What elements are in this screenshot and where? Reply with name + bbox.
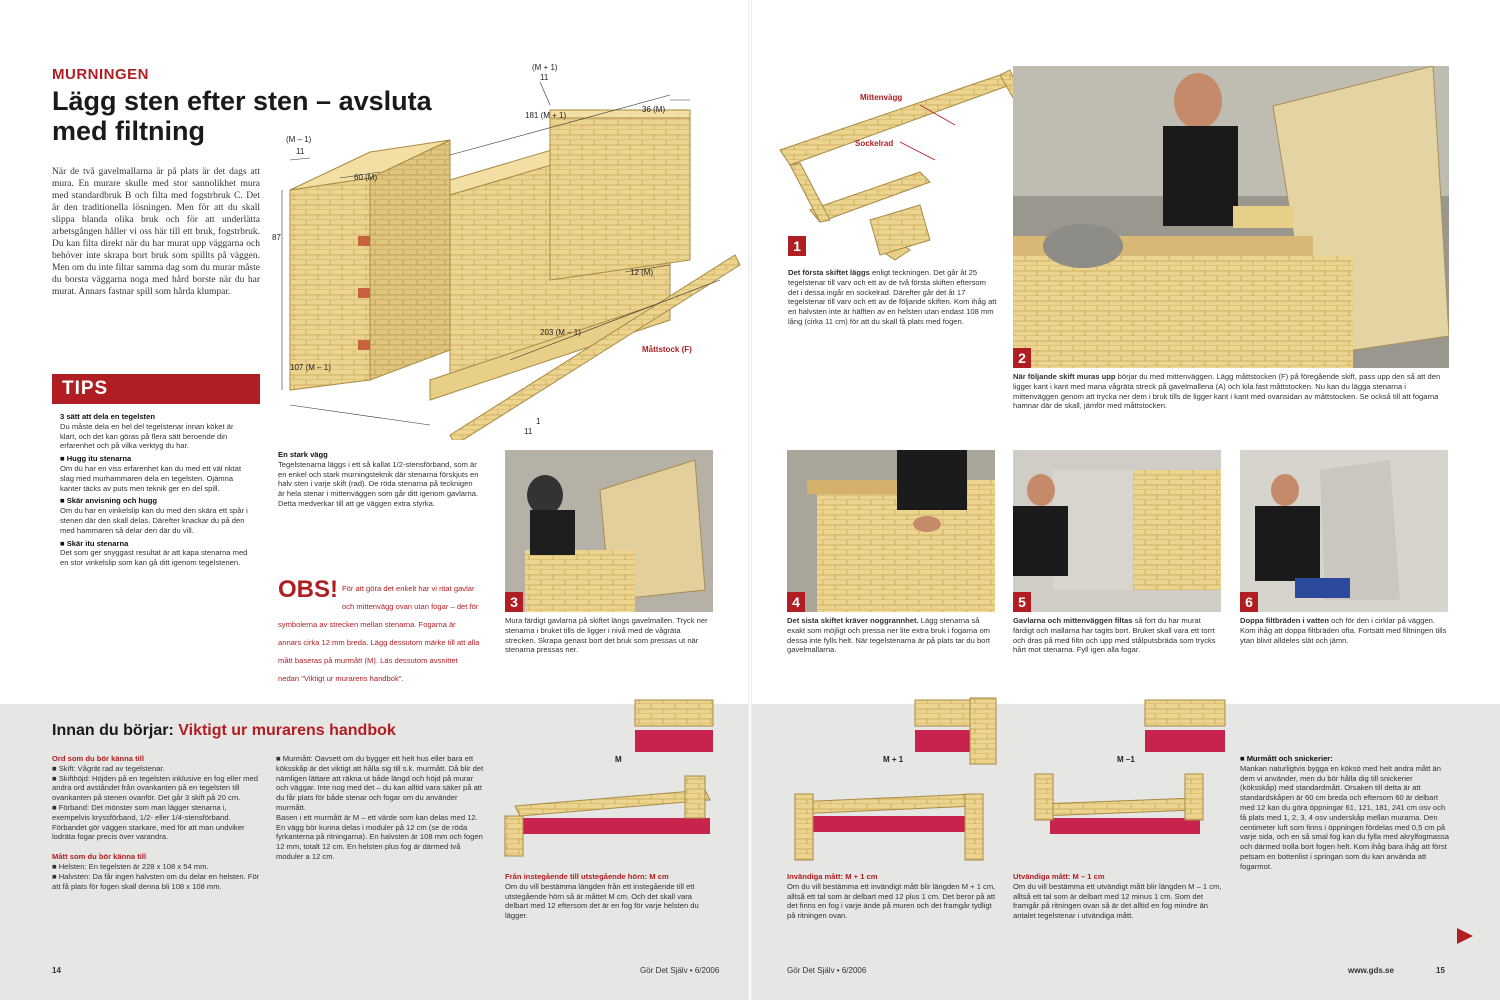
col4-body: Om du vill bestämma ett invändigt mått blir längden M + 1 cm, alltså ett tal som är delbart med 12 plus 1 cm. Det beror på att det finns en fog i varje ände på muren och det framgår tydligt på ritningen ovan. bbox=[787, 881, 996, 921]
spine-gutter bbox=[748, 0, 752, 1000]
photo-6-scene bbox=[1240, 450, 1448, 612]
col1-head-2: Mått som du bör känna till bbox=[52, 852, 147, 862]
first-course-plan bbox=[770, 60, 1020, 270]
dim-label: 107 (M – 1) bbox=[290, 363, 331, 372]
title-line-1: Lägg sten efter sten – avsluta bbox=[52, 86, 432, 116]
col3-head: Från instegående till utstegående hörn: M cm bbox=[505, 872, 669, 881]
caption-1 bbox=[788, 268, 998, 327]
photo-step-2 bbox=[1013, 66, 1449, 368]
page-number-right: 15 bbox=[1436, 966, 1445, 975]
photo-4-scene bbox=[787, 450, 995, 612]
footer-left: Gör Det Själv • 6/2006 bbox=[640, 966, 720, 975]
caption-1-head: Det första skiftet läggs bbox=[788, 268, 870, 277]
strong-wall-head: En stark vägg bbox=[278, 450, 328, 459]
caption-2-head: När följande skift muras upp bbox=[1013, 372, 1116, 381]
red-brick bbox=[358, 288, 370, 298]
caption-1-text: enligt teckningen. Det går åt 25 tegelstenar till varv och ett av de två första skiften eftersom det i dessa ingår en sockelrad. Därefter går det åt 17 tegelstenar till varv och ett av de följande skiften. Kom ihåg att en halvsten inte är hälften av en helsten utan endast 108 mm lång (cirka 11 cm) för att du skall få plats med fogen. bbox=[788, 268, 997, 326]
col1-item: ■ Skift: Vågrät rad av tegelstenar. bbox=[52, 763, 165, 773]
page-number-left: 14 bbox=[52, 966, 61, 975]
photo-step-4 bbox=[787, 450, 995, 612]
tip-body: Om du har en vinkelslip kan du med den skära ett spår i stenen där den skall delas. Därefter knackar du på den med hammaren så delar den där du vill. bbox=[60, 506, 248, 535]
title-line-2: med filtning bbox=[52, 116, 205, 146]
col1-item: ■ Förband: Det mönster som man lägger stenarna i, exempelvis kryssförband, 1/2- eller 1/4-stensförband. Förbandet gör väggen starkare, med för att man undviker lodräta fogar precis över varandra. bbox=[52, 802, 245, 842]
tips-box bbox=[52, 374, 260, 568]
red-brick bbox=[358, 236, 370, 246]
wall-illustration bbox=[270, 60, 750, 440]
dim-m-plus: M + 1 bbox=[883, 755, 904, 764]
dim-label: 87 bbox=[272, 233, 281, 242]
col4-head: Invändiga mått: M + 1 cm bbox=[787, 872, 878, 881]
handbook-col-1 bbox=[52, 754, 264, 891]
photo-step-5 bbox=[1013, 450, 1221, 612]
obs-body: För att göra det enkelt har vi ritat gavlar och mittenvägg ovan utan fogar – det för symbolerna av strecken mellan stenarna. Fogarna är annars cirka 12 mm breda. Lägg dessutom märke till att alla mått baseras på murmått (M). Läs dessutom avsnittet nedan "Viktigt ur murarens handbok". bbox=[278, 584, 480, 683]
handbook-col-3 bbox=[505, 872, 715, 921]
caption-4-head: Det sista skiftet kräver noggrannhet. bbox=[787, 616, 919, 625]
dim-label: 36 (M) bbox=[642, 105, 666, 114]
col1-head: Ord som du bör känna till bbox=[52, 754, 144, 763]
handbook-title bbox=[52, 722, 396, 740]
dim-label: 11 bbox=[524, 427, 533, 436]
tip-item bbox=[60, 496, 252, 535]
strong-wall-body: Tegelstenarna läggs i ett så kallat 1/2-stensförband, som är en enkel och stark murningsteknik där stenarna förskjuts en halv sten i varje skift (rad). De röda stenarna på tecknigen är hela stenar i mittenväggen som går ditt igenom gavlarna. Detta medverkar till att ge väggen extra styrka. bbox=[278, 459, 479, 508]
col2-item: ■ Murmått: Oavsett om du bygger ett helt hus eller bara ett köksskåp är det viktigt att hålla sig till s.k. murmått. Då blir det nämligen lättare att räkna ut både längd och höjd på murar och väggar. Inte nog med det – du kan alltid vara säker på att du får plats för både stenar och fogar om du använder murmått. bbox=[276, 754, 484, 812]
tip-item bbox=[60, 539, 252, 568]
dim-label: 12 (M) bbox=[630, 268, 654, 277]
caption-2-text: börjar du med mittenväggen. Lägg måttstocken (F) på föregående skift, pass upp den så att den ligger kant i kant med mana vågräta streck på gavelmallena (A) och kila fast måttstocken. Nu kan du lägga stenarna i mittenväggen genom att trycka ner dem i bruk tills de ligger kant i kant med ovansidan av måttstocken. Se också till att fogarna hamnar där de skall, jämför med måttstocken. bbox=[1013, 372, 1441, 411]
dim-m-minus: M –1 bbox=[1117, 755, 1135, 764]
mattstock-label: Måttstock (F) bbox=[642, 345, 692, 354]
dim-label: (M – 1) bbox=[286, 135, 312, 144]
website[interactable]: www.gds.se bbox=[1348, 966, 1394, 975]
tips-list bbox=[52, 404, 260, 568]
label-sockelrad: Sockelrad bbox=[855, 139, 894, 148]
strong-wall-text bbox=[278, 450, 480, 509]
step-number: 5 bbox=[1013, 592, 1031, 612]
photo-3-scene bbox=[505, 450, 713, 612]
label-mittenvagg: Mittenvägg bbox=[860, 93, 903, 102]
step-number: 2 bbox=[1013, 348, 1031, 368]
tip-body: Det som ger snyggast resultat är att kapa stenarna med en stor vinkelslip som kan gå ditt igenom tegelstenen. bbox=[60, 548, 248, 568]
tip-item bbox=[60, 412, 252, 451]
caption-6-head: Doppa filtbräden i vatten bbox=[1240, 616, 1330, 625]
section-label: MURNINGEN bbox=[52, 66, 149, 83]
handbook-col-6 bbox=[1240, 754, 1450, 872]
handbook-col-5 bbox=[1013, 872, 1223, 921]
photo-step-3 bbox=[505, 450, 713, 612]
caption-2 bbox=[1013, 372, 1449, 411]
col2-item: Basen i ett murmått är M – ett värde som kan delas med 12. En vägg bör kunna delas i moduler på 12 cm (se de röda fyrkanterna på ritningarna). En halvsten är 108 mm och fogen 12 mm, totalt 12 cm. En helsten plus fog är därmed två moduler a 12 cm. bbox=[276, 812, 483, 861]
handbook-title-red: Viktigt ur murarens handbok bbox=[178, 722, 396, 739]
tip-head: 3 sätt att dela en tegelsten bbox=[60, 412, 155, 421]
obs-box bbox=[278, 578, 480, 686]
tip-item bbox=[60, 454, 252, 493]
caption-5-head: Gavlarna och mittenväggen filtas bbox=[1013, 616, 1133, 625]
col5-head: Utvändiga mått: M – 1 cm bbox=[1013, 872, 1105, 881]
photo-step-6 bbox=[1240, 450, 1448, 612]
dim-label: 60 (M) bbox=[354, 173, 378, 182]
col1-item: ■ Helsten: En tegelsten är 228 x 108 x 54 mm. bbox=[52, 861, 209, 871]
red-brick bbox=[358, 340, 370, 350]
col6-head: ■ Murmått och snickerier: bbox=[1240, 754, 1333, 763]
tip-body: Om du har en viss erfarenhet kan du med ett väl riktat slag med murhammaren dela en tegelsten. Ojämna kanter täcks av puts men teknik ger en del spill. bbox=[60, 463, 242, 493]
dim-label: 203 (M – 1) bbox=[540, 328, 581, 337]
caption-6 bbox=[1240, 616, 1448, 645]
caption-3 bbox=[505, 616, 713, 655]
left-gable bbox=[290, 178, 370, 390]
caption-4 bbox=[787, 616, 995, 655]
handbook-col-4 bbox=[787, 872, 997, 921]
caption-5 bbox=[1013, 616, 1221, 655]
dim-label: 1 bbox=[536, 417, 541, 426]
dim-label: 11 bbox=[296, 147, 305, 156]
photo-5-scene bbox=[1013, 450, 1221, 612]
tip-head: ■ Skär itu stenarna bbox=[60, 538, 129, 548]
dim-label: 11 bbox=[540, 73, 549, 82]
tips-title: TIPS bbox=[52, 374, 260, 404]
footer-right: Gör Det Själv • 6/2006 bbox=[787, 966, 867, 975]
col5-body: Om du vill bestämma ett utvändigt mått blir längden M – 1 cm, alltså ett tal som är delbart med 12 minus 1 cm. Som det framgår på ritningen ovan så är det alltid en fog mindre än antalet tegelstenar i utvändiga mått. bbox=[1013, 881, 1222, 921]
step-number: 3 bbox=[505, 592, 523, 612]
col1-item: ■ Halvsten: Da får ingen halvsten om du delar en helsten. För att få plats för fogen skall denna bli 108 x 108 mm. bbox=[52, 871, 260, 891]
next-page-arrow-icon[interactable] bbox=[1455, 926, 1475, 946]
dim-label: (M + 1) bbox=[532, 63, 558, 72]
intro-text: När de två gavelmallarna är på plats är det dags att mura. En murare skulle med stor sannolikhet mura med standardbruk B och filta med fogstrbruk C. Det är den traditionella lösningen. Men för att du skall slippa blanda olika bruk och för att underlätta arbetsgången håller vi oss här till ett bruk, fogstrbruk. Du kan filta direkt när du har murat upp väggarna och behöver inte skrapa bort bruk som spillts på väggen. Men om du inte filtar samma dag som du murar måste du borsta väggarna noga med hård borste när du har murat. Annars fastnar spill som hårda klumpar. bbox=[52, 167, 260, 297]
handbook-title-black: Innan du börjar: bbox=[52, 722, 174, 739]
caption-3-text: Mura färdigt gavlarna på skiftet längs gavelmallen. Tryck ner stenarna i bruket tills de ligger i nivå med de vågräta strecken. Skrapa genast bort det bruk som pressas ut när stenarna pressas ner. bbox=[505, 616, 708, 655]
step-number: 4 bbox=[787, 592, 805, 612]
photo-2-scene bbox=[1013, 66, 1449, 368]
step-number: 6 bbox=[1240, 592, 1258, 612]
caption-5-text: så fort du har murat färdigt och mallarna har tagits bort. Bruket skall vara ett torrt och dras på med filtn och upp med stålputsbräda som trycks hårt mot stenarna. Fyll igen alla fogar. bbox=[1013, 616, 1216, 655]
tip-body: Du måste dela en hel del tegelstenar innan köket är klart, och det kan göras på flera sätt beroende din erfarenhet och på vilka verktyg du har. bbox=[60, 421, 234, 451]
tip-head: ■ Hugg itu stenarna bbox=[60, 454, 132, 464]
col3-body: Om du vill bestämma längden från ett instegående till ett utstegående hörn så är måttet M cm. Och det skall vara delbart med 12 eftersom det är en fog för varje helsten du lägger. bbox=[505, 881, 699, 921]
handbook-col-2 bbox=[276, 754, 486, 862]
obs-label: OBS! bbox=[278, 576, 338, 603]
tip-head: ■ Skär anvisning och hugg bbox=[60, 496, 157, 506]
col1-item: ■ Skifthöjd: Höjden på en tegelsten inklusive en fog eller med andra ord avståndet från ovankanten på en tegelsten till ovankanten på stenen ovanför. Det går 3 skift på 20 cm. bbox=[52, 773, 258, 803]
step-number: 1 bbox=[788, 236, 806, 256]
dim-m: M bbox=[615, 755, 622, 764]
right-gable bbox=[550, 115, 690, 280]
dim-label: 181 (M + 1) bbox=[525, 111, 567, 120]
caption-6-text: och för den i cirklar på väggen. Kom ihåg att doppa filtbräden ofta. Fortsätt med filtningen tills ytan blivit alldeles slät och jämn. bbox=[1240, 616, 1447, 645]
col6-body: Mankan naturligtvis bygga en köksö med helt andra mått än dem vi använder, men du bör hålla dig till snickerier (köksskåp) med standardmått. Orsaken till detta är att standardskåpen är 60 cm breda och eftersom 60 är delbart med 12 kan du göra öppningar 61, 121, 181, 241 cm osv och få plats med 1, 2, 3, 4 osv underskåp mellan murarna. Den centimeter luft som finns i öppningen fördelas med 0,5 cm på varje sida, och en så smal fog kan du fylla med akrylfogmassa och därmed trolla bort fogen helt. Kom ihåg bara ihåg att först petsam en bottenlist i springan som du kan använda att fogarmot. bbox=[1240, 763, 1449, 871]
caption-4-text: Lägg stenarna så exakt som möjligt och pressa ner lite extra bruk i fogarna om dessa inte fylls helt. När tegelstenarna är på plats tar du bort gavelmallarna. bbox=[787, 616, 991, 655]
